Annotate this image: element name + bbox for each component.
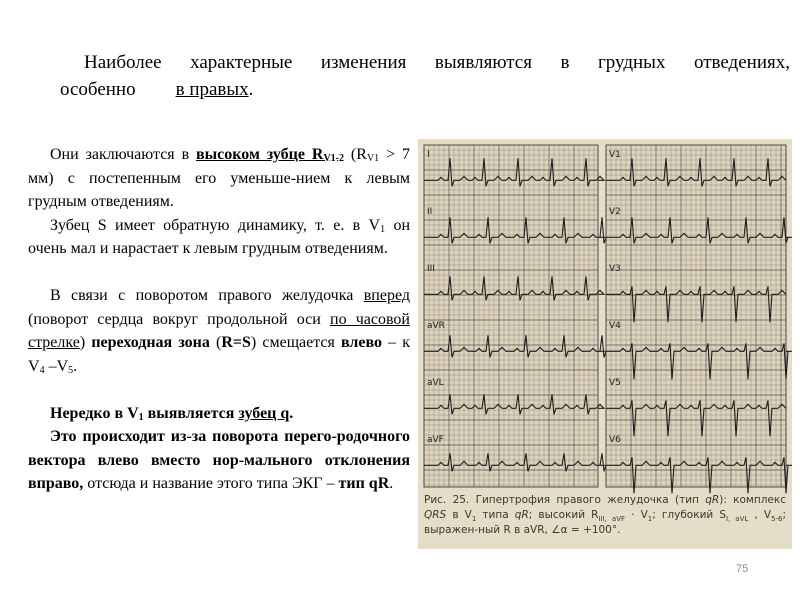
paragraph-1: [28, 143, 410, 214]
title-line-2-end: .: [248, 79, 254, 100]
title-line-2-start: особенно: [60, 79, 136, 100]
caption-text-2: ): комплекс: [719, 494, 786, 506]
paragraph-3: [28, 284, 410, 378]
slide-title: [60, 49, 790, 103]
ecg-lead-label: V2: [609, 207, 621, 217]
p3-text-5: ) смещается: [250, 334, 341, 351]
caption-sub-2: III, aVF: [598, 515, 626, 524]
p1-text: Они заключаются в: [50, 146, 197, 163]
caption-italic-1: qR: [705, 494, 720, 506]
caption-text-5: ; высокий R: [528, 509, 599, 521]
p4-text: Нередко в V: [50, 404, 139, 422]
p4-underline: зубец q: [238, 404, 290, 422]
paragraph-4: [28, 402, 410, 426]
p3-sub-2: 5: [68, 364, 74, 376]
ecg-lead-label: I: [427, 150, 430, 160]
caption-text-3: в V: [446, 509, 472, 521]
p1-text-3: > 7 мм) с постепенным его уменьше-нием к левым грудным отведениям.: [28, 146, 411, 210]
ecg-lead-label: aVR: [427, 321, 445, 331]
paragraph-5: [28, 425, 410, 496]
ecg-lead-label: aVF: [427, 435, 444, 445]
p5-text: отсюда и название этого типа ЭКГ –: [83, 475, 339, 492]
p1-sub: V1-2: [323, 153, 345, 164]
caption-sub-3: 1: [647, 515, 653, 524]
p3-bold-1: переходная зона: [91, 334, 210, 351]
p2-sub: 1: [380, 223, 386, 235]
p5-bold-2: тип qR: [338, 475, 390, 492]
p4-sub: 1: [138, 411, 144, 423]
body-text: [28, 143, 410, 496]
ecg-lead-label: aVL: [427, 378, 444, 388]
p5-text-2: .: [389, 475, 394, 492]
caption-sub-4: I, aVL: [726, 515, 749, 524]
p3-underline-1: вперед: [363, 287, 410, 304]
p3-text-2: (поворот сердца вокруг продольной оси: [28, 310, 330, 328]
caption-sub-1: 1: [471, 515, 477, 524]
ecg-panel-left: [424, 145, 598, 487]
p3-sub-1: 4: [39, 364, 45, 376]
p3-text-8: .: [73, 357, 78, 375]
page-number: 75: [736, 563, 749, 575]
ecg-lead-label: V3: [609, 264, 621, 274]
ecg-lead-label: V1: [609, 150, 621, 160]
p4-text-3: .: [289, 404, 294, 422]
ecg-lead-label: V4: [609, 321, 621, 331]
p3-text-6: – к V: [28, 334, 411, 375]
ecg-lead-label: III: [427, 264, 435, 274]
caption-italic-3: qR: [514, 509, 529, 521]
caption-text-7: ; глубокий S: [652, 509, 726, 521]
p3-bold-3: влево: [340, 334, 383, 351]
p1-text-2: (R: [344, 146, 367, 163]
ecg-strip-image: [418, 139, 792, 549]
caption-text-6: · V: [625, 509, 648, 521]
p2-text-2: он очень мал и нарастает к левым грудным отведениям.: [28, 216, 411, 257]
p3-text-4: (: [209, 334, 222, 351]
figure-caption: [424, 493, 786, 538]
caption-text-8: , V: [748, 509, 772, 521]
ecg-lead-label: V5: [609, 378, 621, 388]
ecg-lead-label: II: [427, 207, 433, 217]
p3-bold-2: R=S: [221, 334, 251, 351]
title-line-1: Наиболее характерные изменения выявляются в грудных отведениях,: [84, 52, 790, 73]
p4-text-2: выявляется: [143, 404, 239, 422]
p2-text: Зубец S имеет обратную динамику, т. е. в V: [50, 216, 381, 234]
ecg-figure: [418, 139, 792, 549]
p1-sub-2: V1: [366, 153, 380, 164]
paragraph-2: [28, 214, 410, 261]
caption-italic-2: QRS: [424, 509, 447, 521]
caption-text-4: типа: [476, 509, 515, 521]
ecg-lead-label: V6: [609, 435, 621, 445]
title-underlined-right: в правых: [175, 79, 249, 100]
p1-emphasis: высоком зубце R: [196, 146, 324, 163]
p3-underline-2: по часовой стрелке: [28, 310, 410, 351]
p3-text-7: –V: [44, 357, 69, 375]
caption-sub-5: 5-6: [771, 515, 783, 524]
caption-text-9: ; выражен-ный R в aVR, ∠α = +100°.: [424, 509, 787, 536]
caption-text: Рис. 25. Гипертрофия правого желудочка (тип: [424, 494, 706, 506]
p3-text-3: ): [79, 334, 92, 351]
p5-bold: Это происходит из-за поворота перего-родочного вектора влево вместо нор-мального отклонения вправо,: [28, 428, 410, 492]
p3-text: В связи с поворотом правого желудочка: [50, 287, 364, 304]
